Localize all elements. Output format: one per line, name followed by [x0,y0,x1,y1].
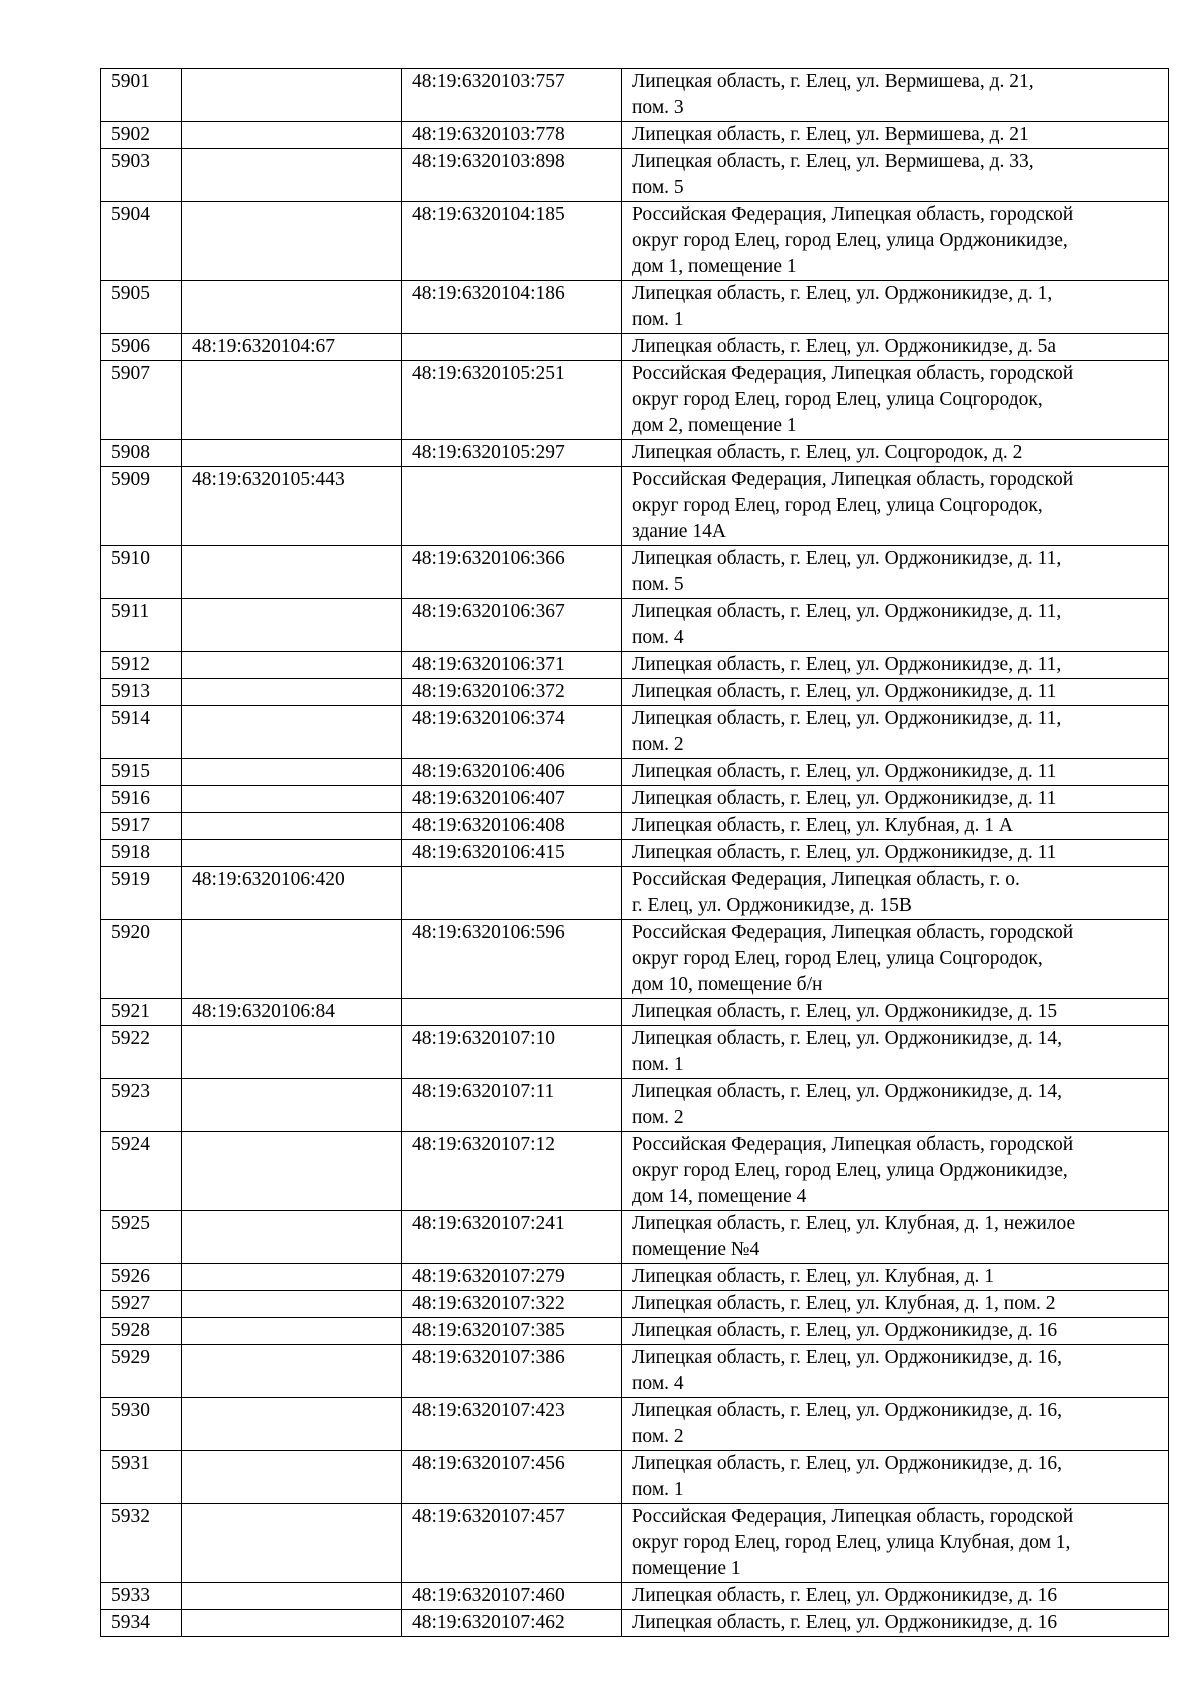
object-cadastral-cell: 48:19:6320106:596 [402,920,622,999]
row-number-cell: 5927 [101,1291,182,1318]
address-cell: Российская Федерация, Липецкая область, городской округ город Елец, город Елец, улица Клубная, дом 1, помещение 1 [622,1504,1169,1583]
parcel-cadastral-cell [182,1583,402,1610]
object-cadastral-cell: 48:19:6320107:457 [402,1504,622,1583]
row-number-cell: 5931 [101,1451,182,1504]
address-cell: Липецкая область, г. Елец, ул. Орджоникидзе, д. 16 [622,1318,1169,1345]
address-cell: Липецкая область, г. Елец, ул. Клубная, д. 1, нежилое помещение №4 [622,1211,1169,1264]
row-number-cell: 5928 [101,1318,182,1345]
table-row [101,1610,1169,1637]
parcel-cadastral-cell [182,599,402,652]
parcel-cadastral-cell [182,69,402,122]
address-cell: Российская Федерация, Липецкая область, городской округ город Елец, город Елец, улица Соцгородок, здание 14А [622,467,1169,546]
table-row [101,1132,1169,1211]
address-cell: Липецкая область, г. Елец, ул. Орджоникидзе, д. 16, пом. 2 [622,1398,1169,1451]
parcel-cadastral-cell [182,706,402,759]
row-number-cell: 5920 [101,920,182,999]
object-cadastral-cell: 48:19:6320104:186 [402,281,622,334]
row-number-cell: 5923 [101,1079,182,1132]
table-row [101,920,1169,999]
parcel-cadastral-cell [182,1079,402,1132]
parcel-cadastral-cell [182,202,402,281]
parcel-cadastral-cell [182,1026,402,1079]
row-number-cell: 5929 [101,1345,182,1398]
table-row [101,759,1169,786]
table-row [101,867,1169,920]
address-cell: Липецкая область, г. Елец, ул. Орджоникидзе, д. 11, пом. 2 [622,706,1169,759]
address-cell: Липецкая область, г. Елец, ул. Орджоникидзе, д. 16 [622,1583,1169,1610]
table-row [101,679,1169,706]
table-row [101,1026,1169,1079]
row-number-cell: 5911 [101,599,182,652]
parcel-cadastral-cell [182,1211,402,1264]
object-cadastral-cell: 48:19:6320107:385 [402,1318,622,1345]
parcel-cadastral-cell [182,1264,402,1291]
row-number-cell: 5901 [101,69,182,122]
row-number-cell: 5932 [101,1504,182,1583]
address-cell: Липецкая область, г. Елец, ул. Вермишева, д. 21, пом. 3 [622,69,1169,122]
row-number-cell: 5921 [101,999,182,1026]
parcel-cadastral-cell [182,281,402,334]
address-cell: Липецкая область, г. Елец, ул. Клубная, д. 1 [622,1264,1169,1291]
table-row [101,813,1169,840]
object-cadastral-cell: 48:19:6320107:10 [402,1026,622,1079]
address-cell: Липецкая область, г. Елец, ул. Орджоникидзе, д. 16, пом. 4 [622,1345,1169,1398]
parcel-cadastral-cell [182,1132,402,1211]
object-cadastral-cell: 48:19:6320107:386 [402,1345,622,1398]
address-cell: Липецкая область, г. Елец, ул. Орджоникидзе, д. 15 [622,999,1169,1026]
object-cadastral-cell: 48:19:6320107:462 [402,1610,622,1637]
table-row [101,1504,1169,1583]
table-row [101,599,1169,652]
row-number-cell: 5924 [101,1132,182,1211]
row-number-cell: 5926 [101,1264,182,1291]
object-cadastral-cell: 48:19:6320107:12 [402,1132,622,1211]
object-cadastral-cell: 48:19:6320107:456 [402,1451,622,1504]
table-body [101,69,1169,1637]
parcel-cadastral-cell [182,1504,402,1583]
object-cadastral-cell: 48:19:6320106:406 [402,759,622,786]
parcel-cadastral-cell [182,786,402,813]
parcel-cadastral-cell [182,149,402,202]
address-cell: Липецкая область, г. Елец, ул. Орджоникидзе, д. 11 [622,679,1169,706]
row-number-cell: 5915 [101,759,182,786]
parcel-cadastral-cell [182,840,402,867]
table-row [101,652,1169,679]
object-cadastral-cell [402,867,622,920]
object-cadastral-cell: 48:19:6320107:322 [402,1291,622,1318]
address-cell: Липецкая область, г. Елец, ул. Орджоникидзе, д. 16 [622,1610,1169,1637]
table-row [101,1264,1169,1291]
object-cadastral-cell: 48:19:6320106:415 [402,840,622,867]
table-row [101,1211,1169,1264]
row-number-cell: 5919 [101,867,182,920]
table-row [101,281,1169,334]
table-row [101,1345,1169,1398]
table-row [101,467,1169,546]
object-cadastral-cell: 48:19:6320103:898 [402,149,622,202]
table-row [101,69,1169,122]
object-cadastral-cell: 48:19:6320105:297 [402,440,622,467]
address-cell: Липецкая область, г. Елец, ул. Вермишева, д. 21 [622,122,1169,149]
address-cell: Липецкая область, г. Елец, ул. Соцгородок, д. 2 [622,440,1169,467]
object-cadastral-cell: 48:19:6320106:374 [402,706,622,759]
table-row [101,361,1169,440]
address-cell: Липецкая область, г. Елец, ул. Орджоникидзе, д. 16, пом. 1 [622,1451,1169,1504]
parcel-cadastral-cell [182,122,402,149]
object-cadastral-cell [402,334,622,361]
parcel-cadastral-cell: 48:19:6320106:84 [182,999,402,1026]
table-row [101,1318,1169,1345]
table-row [101,1583,1169,1610]
table-row [101,334,1169,361]
object-cadastral-cell: 48:19:6320106:366 [402,546,622,599]
row-number-cell: 5917 [101,813,182,840]
address-cell: Липецкая область, г. Елец, ул. Орджоникидзе, д. 11 [622,786,1169,813]
row-number-cell: 5914 [101,706,182,759]
row-number-cell: 5930 [101,1398,182,1451]
row-number-cell: 5912 [101,652,182,679]
row-number-cell: 5934 [101,1610,182,1637]
address-cell: Российская Федерация, Липецкая область, городской округ город Елец, город Елец, улица Орджоникидзе, дом 1, помещение 1 [622,202,1169,281]
table-row [101,840,1169,867]
parcel-cadastral-cell [182,1398,402,1451]
object-cadastral-cell [402,999,622,1026]
table-row [101,706,1169,759]
parcel-cadastral-cell [182,1318,402,1345]
address-cell: Липецкая область, г. Елец, ул. Орджоникидзе, д. 11 [622,840,1169,867]
address-cell: Российская Федерация, Липецкая область, городской округ город Елец, город Елец, улица Орджоникидзе, дом 14, помещение 4 [622,1132,1169,1211]
row-number-cell: 5913 [101,679,182,706]
object-cadastral-cell: 48:19:6320103:757 [402,69,622,122]
object-cadastral-cell: 48:19:6320106:371 [402,652,622,679]
row-number-cell: 5916 [101,786,182,813]
parcel-cadastral-cell [182,813,402,840]
row-number-cell: 5909 [101,467,182,546]
object-cadastral-cell: 48:19:6320107:11 [402,1079,622,1132]
row-number-cell: 5902 [101,122,182,149]
parcel-cadastral-cell: 48:19:6320106:420 [182,867,402,920]
parcel-cadastral-cell [182,679,402,706]
table-row [101,999,1169,1026]
parcel-cadastral-cell [182,1291,402,1318]
address-cell: Липецкая область, г. Елец, ул. Вермишева, д. 33, пом. 5 [622,149,1169,202]
table-row [101,122,1169,149]
parcel-cadastral-cell [182,652,402,679]
table-row [101,786,1169,813]
parcel-cadastral-cell [182,1610,402,1637]
row-number-cell: 5906 [101,334,182,361]
table-row [101,440,1169,467]
parcel-cadastral-cell: 48:19:6320105:443 [182,467,402,546]
address-cell: Липецкая область, г. Елец, ул. Орджоникидзе, д. 11, пом. 5 [622,546,1169,599]
row-number-cell: 5903 [101,149,182,202]
object-cadastral-cell: 48:19:6320103:778 [402,122,622,149]
object-cadastral-cell: 48:19:6320106:372 [402,679,622,706]
row-number-cell: 5904 [101,202,182,281]
object-cadastral-cell: 48:19:6320107:279 [402,1264,622,1291]
parcel-cadastral-cell [182,440,402,467]
row-number-cell: 5925 [101,1211,182,1264]
property-table [100,68,1169,1637]
row-number-cell: 5922 [101,1026,182,1079]
address-cell: Российская Федерация, Липецкая область, г. о. г. Елец, ул. Орджоникидзе, д. 15В [622,867,1169,920]
table-row [101,1291,1169,1318]
address-cell: Липецкая область, г. Елец, ул. Орджоникидзе, д. 5а [622,334,1169,361]
object-cadastral-cell: 48:19:6320107:460 [402,1583,622,1610]
address-cell: Липецкая область, г. Елец, ул. Орджоникидзе, д. 1, пом. 1 [622,281,1169,334]
parcel-cadastral-cell [182,546,402,599]
row-number-cell: 5907 [101,361,182,440]
address-cell: Липецкая область, г. Елец, ул. Орджоникидзе, д. 14, пом. 2 [622,1079,1169,1132]
table-row [101,1079,1169,1132]
object-cadastral-cell: 48:19:6320105:251 [402,361,622,440]
parcel-cadastral-cell: 48:19:6320104:67 [182,334,402,361]
parcel-cadastral-cell [182,361,402,440]
table-row [101,149,1169,202]
parcel-cadastral-cell [182,1451,402,1504]
object-cadastral-cell: 48:19:6320106:408 [402,813,622,840]
row-number-cell: 5910 [101,546,182,599]
row-number-cell: 5918 [101,840,182,867]
object-cadastral-cell: 48:19:6320106:367 [402,599,622,652]
object-cadastral-cell [402,467,622,546]
parcel-cadastral-cell [182,920,402,999]
table-row [101,1398,1169,1451]
address-cell: Липецкая область, г. Елец, ул. Орджоникидзе, д. 11, [622,652,1169,679]
object-cadastral-cell: 48:19:6320106:407 [402,786,622,813]
address-cell: Липецкая область, г. Елец, ул. Клубная, д. 1 А [622,813,1169,840]
row-number-cell: 5905 [101,281,182,334]
address-cell: Липецкая область, г. Елец, ул. Орджоникидзе, д. 14, пом. 1 [622,1026,1169,1079]
address-cell: Российская Федерация, Липецкая область, городской округ город Елец, город Елец, улица Соцгородок, дом 10, помещение б/н [622,920,1169,999]
table-row [101,202,1169,281]
object-cadastral-cell: 48:19:6320104:185 [402,202,622,281]
row-number-cell: 5933 [101,1583,182,1610]
table-row [101,546,1169,599]
address-cell: Липецкая область, г. Елец, ул. Орджоникидзе, д. 11, пом. 4 [622,599,1169,652]
document-page [100,68,1168,1637]
address-cell: Липецкая область, г. Елец, ул. Орджоникидзе, д. 11 [622,759,1169,786]
address-cell: Российская Федерация, Липецкая область, городской округ город Елец, город Елец, улица Соцгородок, дом 2, помещение 1 [622,361,1169,440]
parcel-cadastral-cell [182,759,402,786]
object-cadastral-cell: 48:19:6320107:241 [402,1211,622,1264]
address-cell: Липецкая область, г. Елец, ул. Клубная, д. 1, пом. 2 [622,1291,1169,1318]
row-number-cell: 5908 [101,440,182,467]
parcel-cadastral-cell [182,1345,402,1398]
object-cadastral-cell: 48:19:6320107:423 [402,1398,622,1451]
table-row [101,1451,1169,1504]
